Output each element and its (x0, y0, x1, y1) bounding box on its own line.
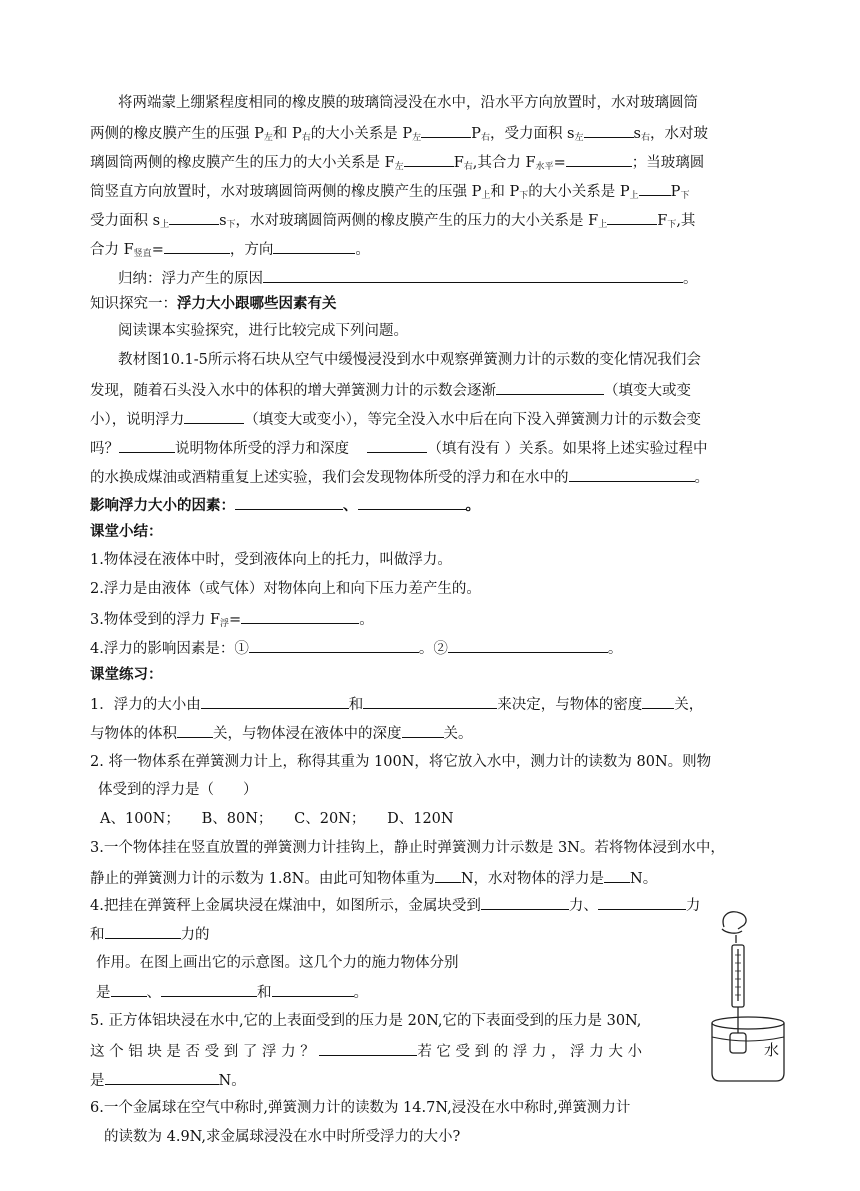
answer-blank[interactable] (105, 922, 181, 939)
answer-blank[interactable] (272, 980, 354, 997)
question-4-line-3: 作用。在图上画出它的示意图。这几个力的施力物体分别 (96, 955, 459, 971)
intro-line-2: 两侧的橡皮膜产生的压强 $P_左$和 $P_右$的大小关系是 $P_左$ $P_右$，受力面积 $s_左$ $s_右$，水对玻 (90, 121, 708, 149)
answer-blank[interactable] (481, 893, 569, 910)
answer-blank[interactable] (169, 208, 219, 225)
answer-blank[interactable] (496, 378, 604, 395)
question-6-line-2: 的读数为 4.9N,求金属球浸没在水中时所受浮力的大小? (104, 1129, 461, 1145)
answer-blank[interactable] (358, 493, 466, 510)
question-1-line-1: 1．浮力的大小由 和 来决定，与物体的密度 关， (90, 692, 703, 716)
answer-blank[interactable] (604, 866, 630, 883)
answer-blank[interactable] (421, 121, 471, 138)
answer-blank[interactable] (319, 1039, 417, 1056)
intro-line-3: 璃圆筒两侧的橡皮膜产生的压力的大小关系是 $F_左$ $F_右$,其合力 $F_{水平}=$ ；当玻璃圆 (90, 150, 704, 178)
summary-item-3: 3.物体受到的浮力 $F_浮=$ 。 (90, 607, 374, 635)
answer-blank[interactable] (235, 493, 343, 510)
answer-blank[interactable] (363, 692, 497, 709)
summary-item-4: 4.浮力的影响因素是：① 。② 。 (90, 636, 622, 660)
answer-blank[interactable] (177, 721, 213, 738)
explore-read: 阅读课本实验探究，进行比较完成下列问题。 (118, 323, 408, 339)
answer-blank[interactable] (642, 692, 674, 709)
answer-blank[interactable] (566, 150, 632, 167)
answer-blank[interactable] (639, 179, 671, 196)
practice-heading: 课堂练习： (90, 666, 163, 683)
explore-line-5: 的水换成煤油或酒精重复上述实验，我们会发现物体所受的浮力和在水中的 。 (90, 465, 709, 489)
answer-blank[interactable] (164, 237, 230, 254)
answer-blank[interactable] (111, 980, 147, 997)
question-2-options: A、100N； B、80N； C、20N； D、120N (100, 811, 454, 827)
intro-line-4: 筒竖直方向放置时，水对玻璃圆筒两侧的橡皮膜产生的压强 $P_上$和 $P_下$的大小关系是 $P_上$ $P_下$ (90, 179, 689, 207)
question-5-line-2: 这 个 铝 块 是 否 受 到 了 浮 力 ？ 若 它 受 到 的 浮 力 ， 浮 力 大 小 (90, 1039, 642, 1063)
intro-line-1: 将两端蒙上绷紧程度相同的橡皮膜的玻璃筒浸没在水中，沿水平方向放置时，水对玻璃圆筒 (118, 95, 698, 111)
explore-line-4: 吗？ 说明物体所受的浮力和深度 （填有没有 ）关系。如果将上述实验过程中 (90, 436, 708, 460)
metal-block (730, 1033, 746, 1053)
answer-blank[interactable] (607, 208, 657, 225)
question-5-line-1: 5. 正方体铝块浸在水中,它的上表面受到的压力是 20N,它的下表面受到的压力是 30N, (90, 1013, 642, 1029)
answer-blank[interactable] (402, 721, 444, 738)
explore-heading: 知识探究一：浮力大小跟哪些因素有关 (90, 295, 337, 312)
spring-scale-figure (706, 905, 788, 1085)
answer-blank[interactable] (448, 636, 608, 653)
explore-line-3: 小），说明浮力 （填变大或变小），等完全没入水中后在向下没入弹簧测力计的示数会变 (90, 407, 701, 431)
answer-blank[interactable] (598, 893, 686, 910)
hand-fingers (722, 929, 742, 933)
explore-line-2: 发现，随着石头没入水中的体积的增大弹簧测力计的示数会逐渐 （填变大或变 (90, 378, 691, 402)
question-5-line-3: 是 N。 (90, 1068, 246, 1092)
intro-line-6: 合力 $F_{竖直}=$ ，方向 。 (90, 237, 370, 265)
answer-blank[interactable] (367, 436, 427, 453)
intro-line-5: 受力面积 $s_上$ $s_下$，水对玻璃圆筒两侧的橡皮膜产生的压力的大小关系是 $F_上$ $F_下$,其 (90, 208, 695, 236)
summary-item-2: 2.浮力是由液体（或气体）对物体向上和向下压力差产生的。 (90, 581, 481, 597)
question-4-line-1: 4.把挂在弹簧秤上金属块浸在煤油中，如图所示，金属块受到 力、 力 (90, 893, 700, 917)
answer-blank[interactable] (584, 121, 634, 138)
question-4-line-2: 和 力的 (90, 922, 210, 946)
summary-item-1: 1.物体浸在液体中时，受到液体向上的托力，叫做浮力。 (90, 552, 452, 568)
question-6-line-1: 6.一个金属球在空气中称时,弹簧测力计的读数为 14.7N,浸没在水中称时,弹簧测力计 (90, 1100, 631, 1116)
answer-blank[interactable] (435, 866, 461, 883)
factors-line: 影响浮力大小的因素： 、 。 (90, 493, 480, 517)
question-3-line-1: 3.一个物体挂在竖直放置的弹簧测力计挂钩上，静止时弹簧测力计示数是 3N。若将物体浸到水中， (90, 840, 725, 856)
question-2-line-2: 体受到的浮力是（ ） (98, 782, 258, 798)
answer-blank[interactable] (184, 407, 244, 424)
question-4-line-4: 是 、 和 。 (96, 980, 368, 1004)
liquid-surface (712, 1037, 784, 1041)
beaker-rim (712, 1017, 784, 1029)
question-1-line-2: 与物体的体积 关，与物体浸在液体中的深度 关。 (90, 721, 473, 745)
question-3-line-2: 静止的弹簧测力计的示数为 1.8N。由此可知物体重为 N，水对物体的浮力是 N。 (90, 866, 657, 890)
answer-blank[interactable] (201, 692, 349, 709)
summary-heading: 课堂小结： (90, 523, 163, 540)
explore-line-1: 教材图10.1-5所示将石块从空气中缓慢浸没到水中观察弹簧测力计的示数的变化情况我们会 (118, 352, 701, 368)
answer-blank[interactable] (241, 607, 359, 624)
answer-blank[interactable] (249, 636, 419, 653)
answer-blank[interactable] (569, 465, 695, 482)
answer-blank[interactable] (273, 237, 355, 254)
question-2-line-1: 2. 将一物体系在弹簧测力计上，称得其重为 100N，将它放入水中，测力计的读数为 80N。则物 (90, 754, 712, 770)
answer-blank[interactable] (404, 150, 454, 167)
figure-water-label: 水 (764, 1043, 780, 1059)
answer-blank[interactable] (119, 436, 175, 453)
hand-outline (723, 912, 746, 929)
answer-blank[interactable] (263, 266, 683, 283)
answer-blank[interactable] (105, 1068, 219, 1085)
answer-blank[interactable] (161, 980, 257, 997)
conclusion-line: 归纳：浮力产生的原因 。 (118, 266, 698, 290)
